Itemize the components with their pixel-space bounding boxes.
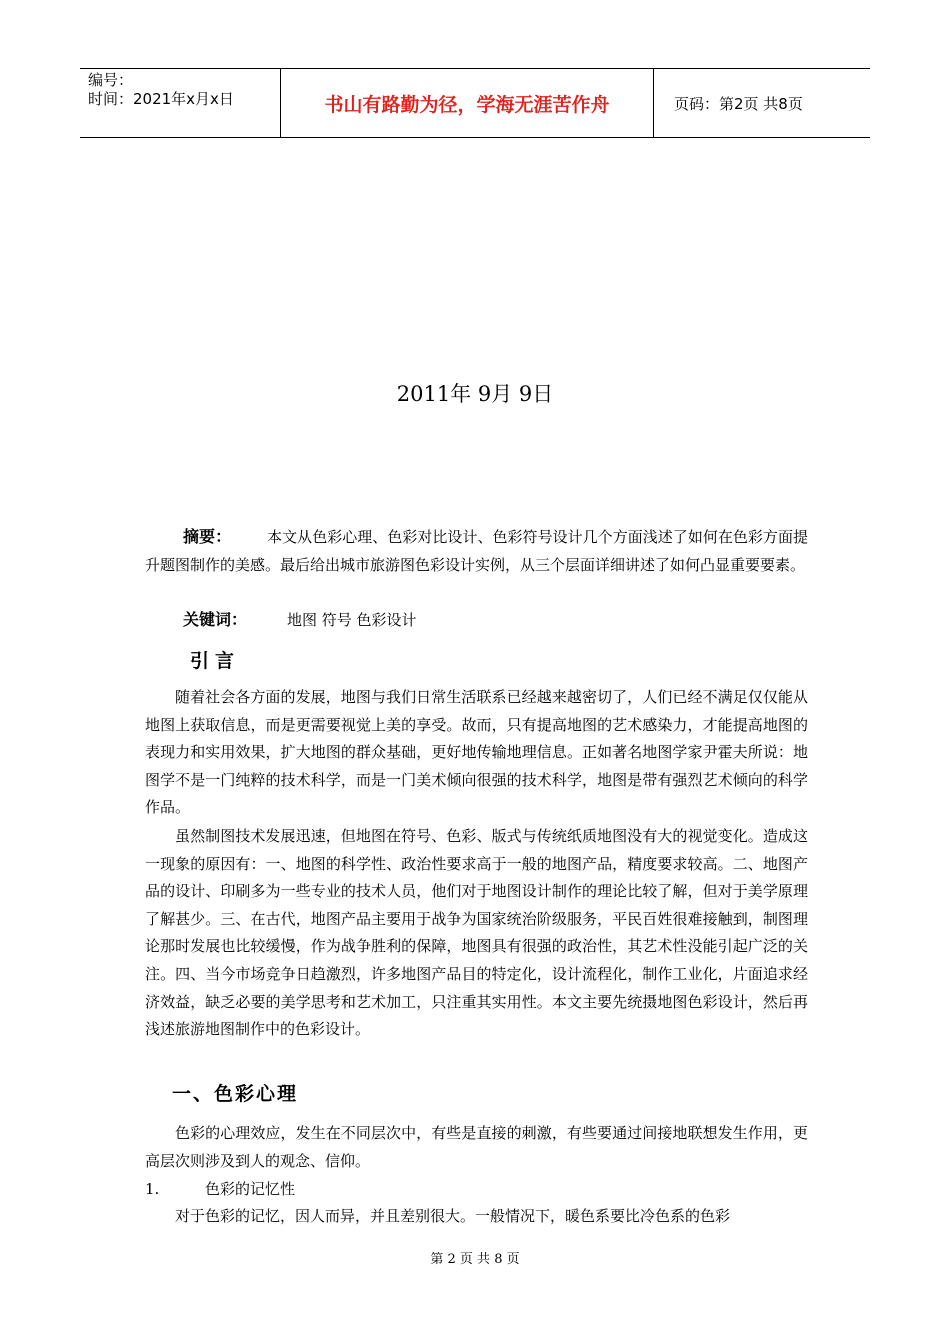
list-item-title: 色彩的记忆性 (205, 1180, 296, 1198)
section1-paragraph: 色彩的心理效应，发生在不同层次中，有些是直接的刺激，有些要通过间接地联想发生作用，更高层次则涉及到人的观念、信仰。 (145, 1124, 808, 1170)
section1-heading: 一、色彩心理 (172, 1083, 299, 1105)
list-item-1 (145, 1176, 808, 1204)
keywords-text: 地图 符号 色彩设计 (287, 611, 417, 629)
keywords-line (145, 606, 808, 635)
intro-heading: 引言 (190, 650, 241, 672)
page-header (80, 68, 870, 138)
intro-paragraph-2: 虽然制图技术发展迅速，但地图在符号、色彩、版式与传统纸质地图没有大的视觉变化。造成这一现象的原因有：一、地图的科学性、政治性要求高于一般的地图产品，精度要求较高。二、地图产品的设计、印刷多为一些专业的技术人员，他们对于地图设计制作的理论比较了解，但对于美学原理了解甚少。三、在古代，地图产品主要用于战争为国家统治阶级服务，平民百姓很难接触到，制图理论那时发展也比较缓慢，作为战争胜利的保障，地图具有很强的政治性，其艺术性没能引起广泛的关注。四、当今市场竞争日趋激烈，许多地图产品目的特定化，设计流程化，制作工业化，片面追求经济效益，缺乏必要的美学思考和艺术加工，只注重其实用性。本文主要先统摄地图色彩设计，然后再浅述旅游地图制作中的色彩设计。 (145, 827, 808, 1039)
intro-paragraph-1: 随着社会各方面的发展，地图与我们日常生活联系已经越来越密切了，人们已经不满足仅仅能从地图上获取信息，而是更需要视觉上美的享受。故而，只有提高地图的艺术感染力，才能提高地图的表现力和实用效果，扩大地图的群众基础，更好地传输地理信息。正如著名地图学家尹霍夫所说：地图学不是一门纯粹的技术科学，而是一门美术倾向很强的技术科学，地图是带有强烈艺术倾向的科学作品。 (145, 688, 808, 817)
page-label: 页码：第2页 共8页 (674, 94, 803, 113)
list-item-number: 1. (145, 1180, 160, 1198)
page-footer: 第 2 页 共 8 页 (430, 1252, 520, 1267)
time-label: 时间：2021年x月x日 (88, 90, 234, 108)
header-left-cell (80, 69, 281, 137)
document-date: 2011年 9月 9日 (396, 382, 554, 406)
abstract-label: 摘要： (183, 527, 232, 546)
keywords-label: 关键词： (183, 610, 248, 629)
abstract-text: 本文从色彩心理、色彩对比设计、色彩符号设计几个方面浅述了如何在色彩方面提升题图制作的美感。最后给出城市旅游图色彩设计实例，从三个层面详细讲述了如何凸显重要要素。 (145, 528, 808, 574)
motto: 书山有路勤为径，学海无涯苦作舟 (281, 69, 654, 137)
abstract-paragraph (145, 523, 808, 579)
number-label: 编号： (88, 71, 134, 89)
list-item-paragraph: 对于色彩的记忆，因人而异，并且差别很大。一般情况下，暖色系要比冷色系的色彩 (175, 1207, 731, 1225)
